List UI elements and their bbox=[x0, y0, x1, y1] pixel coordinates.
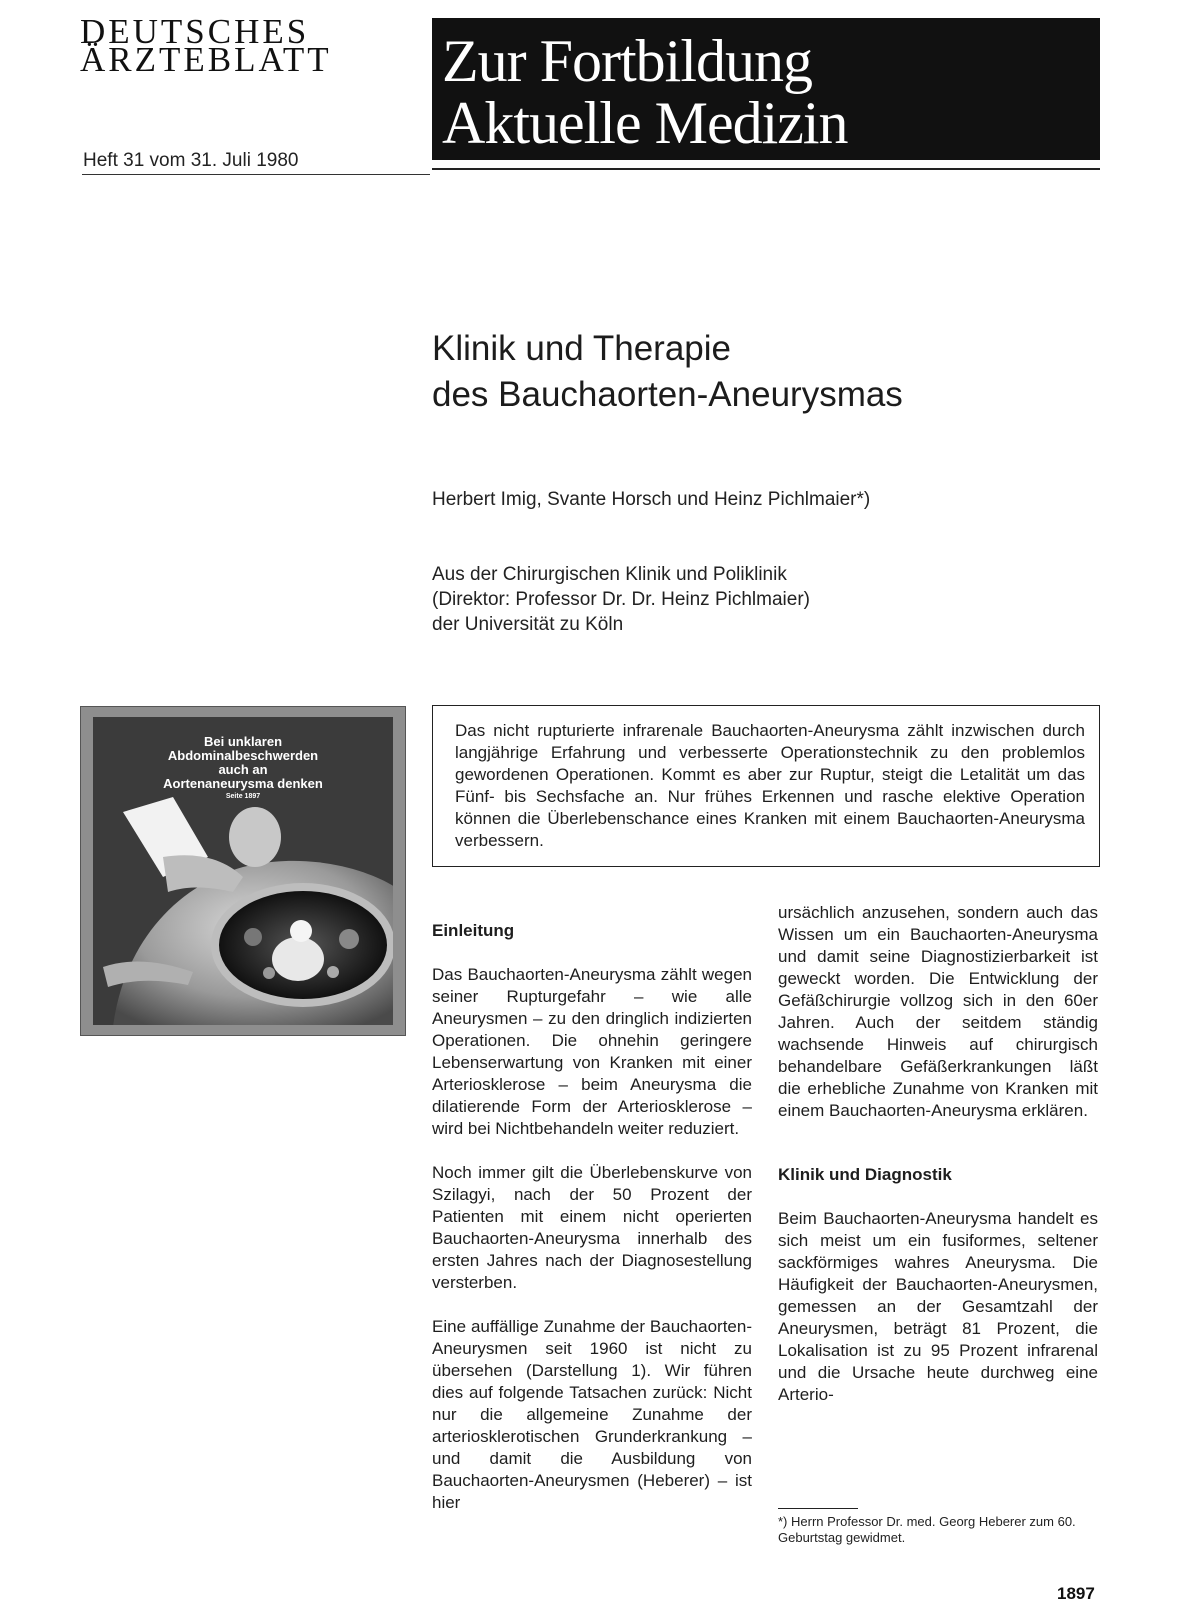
paragraph-3: Eine auffällige Zunahme der Bauchaorten-Aneurysmen seit 1960 ist nicht zu übersehen (Darstellung 1). Wir führen dies auf folgende Tatsachen zurück: Nicht nur die allgemeine Zunahme der arteriosklerotischen Grunderkrankung – und damit die Ausbildung von Bauchaorten-Aneurysmen (Heberer) – ist hier bbox=[432, 1317, 752, 1512]
footnote-rule bbox=[778, 1508, 858, 1509]
affiliation-line-1: Aus der Chirurgischen Klinik und Poliklinik bbox=[432, 564, 787, 585]
paragraph-1: Das Bauchaorten-Aneurysma zählt wegen seiner Rupturgefahr – wie alle Aneurysmen – zu den dringlich indizierten Operationen. Die ohnehin geringere Lebenserwartung von Kranken mit einer Arteriosklerose – beim Aneurysma die dilatierende Form der Arteriosklerose – wird bei Nichtbehandeln weiter reduziert. bbox=[432, 965, 752, 1138]
article-title bbox=[432, 326, 1092, 418]
footnote: *) Herrn Professor Dr. med. Georg Heberer zum 60. Geburtstag gewidmet. bbox=[778, 1514, 1076, 1545]
paragraph-4: ursächlich anzusehen, sondern auch das Wissen um ein Bauchaorten-Aneurysma und damit seine Diagnostizierbarkeit ist geweckt worden. Die Entwicklung der Gefäßchirurgie vollzog sich in den 60er Jahren. Auch der seitdem ständig wachsende Hinweis auf chirurgisch behandelbare Gefäßerkrankungen läßt die erhebliche Zunahme von Kranken mit einem Bauchaorten-Aneurysma erklären. bbox=[778, 903, 1098, 1120]
banner-line-2: Aktuelle Medizin bbox=[442, 90, 848, 156]
paragraph-2: Noch immer gilt die Überlebenskurve von Szilagyi, nach der 50 Prozent der Patienten mit einem nicht operierten Bauchaorten-Aneurysma innerhalb des ersten Jahres nach der Diagnosestellung versterben. bbox=[432, 1163, 752, 1292]
body-column-1 bbox=[432, 920, 752, 1536]
cover-photo bbox=[93, 717, 393, 1025]
paragraph-5: Beim Bauchaorten-Aneurysma handelt es sich meist um ein fusiformes, seltener sackförmiges wahres Aneurysma. Die Häufigkeit der Bauchaorten-Aneurysmen, gemessen an der Gesamtzahl der Aneurysmen, beträgt 81 Prozent, die Lokalisation ist zu 95 Prozent infrarenal und die Ursache heute durchweg eine Arterio- bbox=[778, 1209, 1098, 1404]
article-authors: Herbert Imig, Svante Horsch und Heinz Pichlmaier*) bbox=[432, 489, 871, 510]
article-affiliation bbox=[432, 562, 810, 637]
body-column-2 bbox=[778, 902, 1098, 1428]
cover-line-5: Seite 1897 bbox=[225, 793, 261, 800]
cover-image bbox=[80, 706, 406, 1036]
abstract-box bbox=[432, 705, 1100, 867]
cover-line-4: Aortenaneurysma denken bbox=[163, 776, 323, 791]
page-number: 1897 bbox=[1057, 1584, 1095, 1603]
banner-line-1: Zur Fortbildung bbox=[442, 28, 812, 94]
section-banner bbox=[432, 18, 1100, 160]
abstract-text: Das nicht rupturierte infrarenale Bauchaorten-Aneurysma zählt inzwischen durch langjährige Erfahrung und verbesserte Operationstechnik zu den problemlos gewordenen Operationen. Kommt es aber zur Ruptur, steigt die Letalität um das Fünf- bis Sechsfache an. Nur frühes Erkennen und rasche elektive Operation können die Überlebenschance eines Kranken mit einem Bauchaorten-Aneurysma verbessern. bbox=[455, 721, 1085, 850]
cover-headline bbox=[93, 735, 393, 803]
masthead-rule-main bbox=[432, 168, 1100, 170]
article-title-line-2: des Bauchaorten-Aneurysmas bbox=[432, 375, 903, 414]
cover-line-1: Bei unklaren bbox=[203, 734, 283, 749]
affiliation-line-2: (Direktor: Professor Dr. Dr. Heinz Pichlmaier) bbox=[432, 589, 810, 610]
cover-line-2: Abdominalbeschwerden bbox=[167, 748, 319, 763]
section-heading-intro: Einleitung bbox=[432, 921, 515, 940]
affiliation-line-3: der Universität zu Köln bbox=[432, 614, 624, 635]
issue-date: Heft 31 vom 31. Juli 1980 bbox=[83, 150, 299, 171]
journal-name: DEUTSCHES ÄRZTEBLATT bbox=[80, 12, 332, 79]
section-heading-clinic: Klinik und Diagnostik bbox=[778, 1165, 952, 1184]
article-title-line-1: Klinik und Therapie bbox=[432, 329, 731, 368]
masthead-rule-left bbox=[82, 174, 430, 175]
cover-line-3: auch an bbox=[218, 762, 268, 777]
